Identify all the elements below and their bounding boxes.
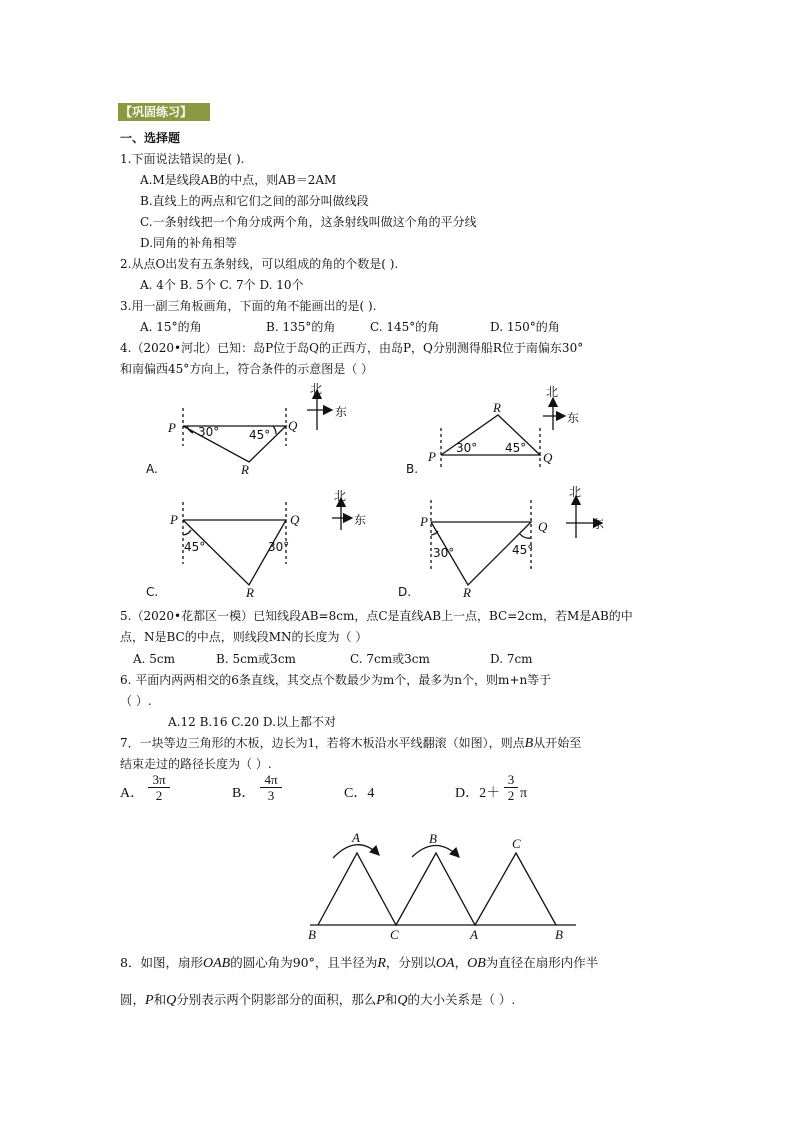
rotation-arrow-icon xyxy=(412,846,459,858)
label-q: Q xyxy=(288,418,298,433)
q5-line1: 5.（2020•花都区一模）已知线段AB=8cm，点C是直线AB上一点，BC=2cm，若M是AB的中 xyxy=(120,609,633,623)
angle-30: 30° xyxy=(268,540,290,554)
label-r: R xyxy=(246,585,254,600)
east-label: 东 xyxy=(335,405,348,419)
q1-option-d: D.同角的补角相等 xyxy=(140,236,238,250)
angle-30: 30° xyxy=(198,425,220,439)
q7-option-d-fraction: $\frac{3}{2}$ xyxy=(504,772,518,803)
q7-option-b-label: B． xyxy=(232,786,256,801)
east-label: 东 xyxy=(592,517,605,531)
label-r: R xyxy=(241,462,249,477)
angle-45: 45° xyxy=(184,540,206,554)
angle-arc xyxy=(183,530,191,535)
option-a-label: A. xyxy=(146,462,158,476)
q4-line2: 和南偏西45°方向上，符合条件的示意图是（ ） xyxy=(120,362,374,376)
fig-label-b: B xyxy=(555,927,563,942)
label-r: R xyxy=(463,585,471,600)
north-label: 北 xyxy=(569,485,582,499)
q7-option-a-fraction: $\frac{3\pi}{2}$ xyxy=(148,772,170,803)
q2-stem: 2.从点O出发有五条射线，可以组成的角的个数是( ). xyxy=(120,257,399,271)
q1-option-b: B.直线上的两点和它们之间的部分叫做线段 xyxy=(140,194,369,208)
label-q: Q xyxy=(290,512,300,527)
fig-label-b: B xyxy=(429,831,437,846)
q1-stem: 1.下面说法错误的是( ). xyxy=(120,152,245,166)
q7-option-c: C．4 xyxy=(344,786,375,801)
q5-option-d: D. 7cm xyxy=(490,652,533,666)
rolling-triangles xyxy=(318,853,556,925)
section-header: 【巩固练习】 xyxy=(118,103,210,121)
q4-line1: 4.（2020•河北）已知：岛P位于岛Q的正西方，由岛P，Q分别测得船R位于南偏东30° xyxy=(120,341,584,355)
q5-option-a: A. 5cm xyxy=(133,652,176,666)
option-d-label: D. xyxy=(398,585,412,599)
angle-45: 45° xyxy=(512,543,534,557)
q2-options: A. 4个 B. 5个 C. 7个 D. 10个 xyxy=(140,278,304,292)
label-q: Q xyxy=(538,519,548,534)
fig-label-c: C xyxy=(512,836,521,851)
q7-option-b-fraction: $\frac{4\pi}{3}$ xyxy=(260,772,282,803)
angle-45: 45° xyxy=(505,441,527,455)
east-label: 东 xyxy=(567,411,580,425)
q7-line2: 结束走过的路径长度为（ ）. xyxy=(120,757,272,771)
q6-line2: （ ）. xyxy=(120,694,152,708)
q7-option-d-pi: π xyxy=(520,786,528,801)
option-c-label: C. xyxy=(146,585,159,599)
label-p: P xyxy=(170,512,178,527)
q5-option-b: B. 5cm或3cm xyxy=(216,652,296,666)
angle-arc xyxy=(431,531,438,535)
q3-option-b: B. 135°的角 xyxy=(266,320,336,334)
north-label: 北 xyxy=(310,382,323,396)
q3-option-a: A. 15°的角 xyxy=(140,320,202,334)
q6-line1: 6. 平面内两两相交的6条直线，其交点个数最少为m个，最多为n个，则m+n等于 xyxy=(120,673,552,687)
east-label: 东 xyxy=(354,513,367,527)
q3-stem: 3.用一副三角板画角，下面的角不能画出的是( ). xyxy=(120,299,377,313)
angle-arc xyxy=(520,534,531,538)
q7-option-d-label: D．2＋ xyxy=(455,786,501,801)
label-q: Q xyxy=(543,450,553,465)
label-r: R xyxy=(493,400,501,415)
angle-30: 30° xyxy=(433,546,455,560)
angle-30: 30° xyxy=(456,441,478,455)
fig-label-c: C xyxy=(390,927,399,942)
section-title: 一、选择题 xyxy=(120,131,181,145)
option-b-label: B. xyxy=(406,462,419,476)
q8-line2: 圆，P和Q分别表示两个阴影部分的面积，那么P和Q的大小关系是（ ）. xyxy=(120,992,516,1008)
angle-arc xyxy=(273,426,276,434)
fig-label-a: A xyxy=(470,927,478,942)
fig-label-b: B xyxy=(308,927,316,942)
q1-option-c: C.一条射线把一个角分成两个角，这条射线叫做这个角的平分线 xyxy=(140,215,477,229)
q1-option-a: A.M是线段AB的中点，则AB＝2AM xyxy=(140,173,337,187)
q7-option-a-label: A． xyxy=(120,786,145,801)
q3-option-c: C. 145°的角 xyxy=(370,320,440,334)
label-p: P xyxy=(168,420,176,435)
q8-line1: 8．如图，扇形OAB的圆心角为90°，且半径为R，分别以OA，OB为直径在扇形内作半 xyxy=(120,955,599,971)
q3-option-d: D. 150°的角 xyxy=(490,320,560,334)
q5-option-c: C. 7cm或3cm xyxy=(350,652,430,666)
q7-line1: 7．一块等边三角形的木板，边长为1，若将木板沿水平线翻滚（如图），则点B从开始至 xyxy=(120,736,582,751)
q6-options: A.12 B.16 C.20 D.以上都不对 xyxy=(168,715,336,729)
north-label: 北 xyxy=(334,489,347,503)
fig-label-a: A xyxy=(352,830,360,845)
angle-45: 45° xyxy=(249,428,271,442)
q5-line2: 点，N是BC的中点，则线段MN的长度为（ ） xyxy=(120,630,368,644)
label-p: P xyxy=(420,514,428,529)
label-p: P xyxy=(428,449,436,464)
north-label: 北 xyxy=(546,385,559,399)
